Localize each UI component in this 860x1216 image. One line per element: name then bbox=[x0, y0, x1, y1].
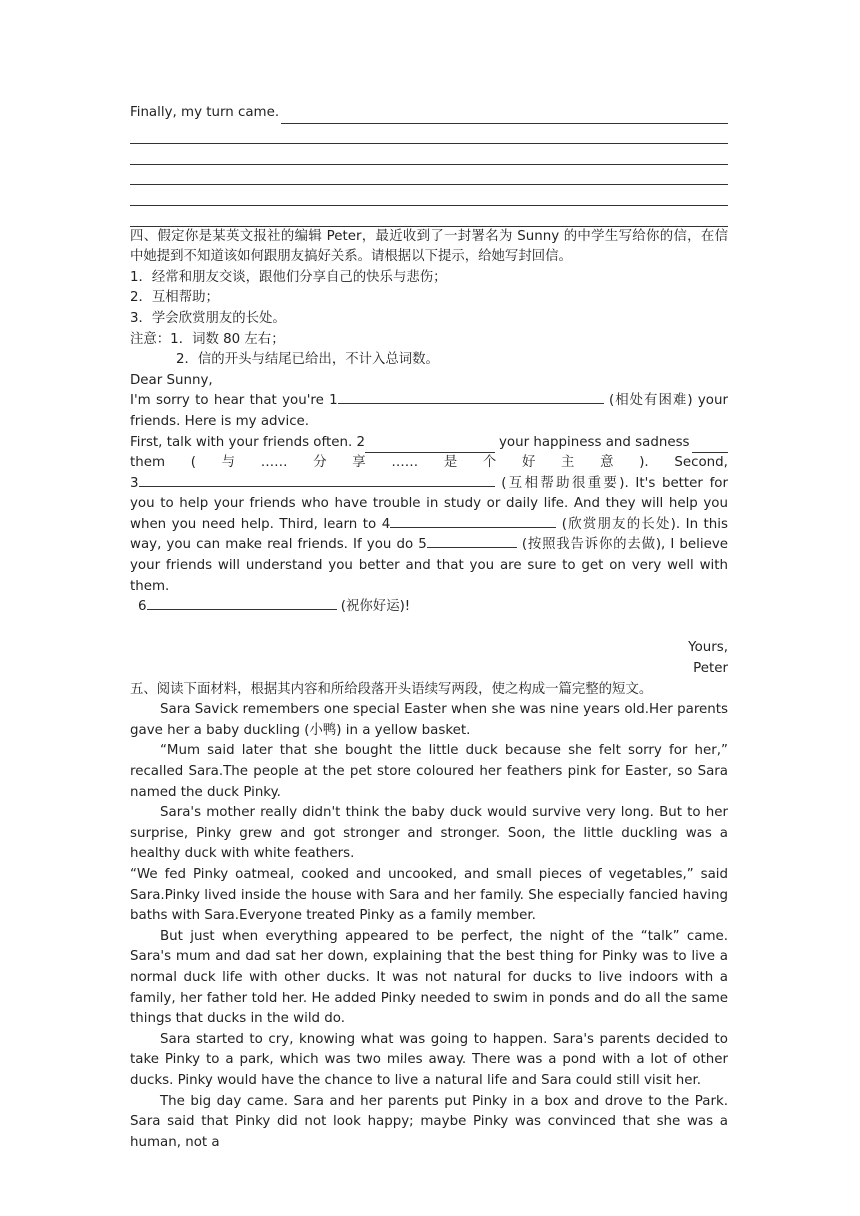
finally-line bbox=[130, 103, 728, 124]
spread-word: them bbox=[130, 455, 166, 471]
story-paragraph: Sara Savick remembers one special Easter when she was nine years old.Her parents gave her a baby duckling (小鸭) in a yellow basket. bbox=[130, 702, 728, 738]
answer-blank-4[interactable] bbox=[390, 515, 556, 528]
section5-heading: 五、阅读下面材料，根据其内容和所给段落开头语续写两段，使之构成一篇完整的短文。 bbox=[130, 681, 653, 697]
letter-text: (祝你好运)! bbox=[340, 599, 411, 615]
story-paragraph: “Mum said later that she bought the little duck because she felt sorry for her,” recalled Sara.The people at the pet store coloured her feathers pink for Easter, so Sara named the duck Pinky. bbox=[130, 743, 728, 800]
document-content bbox=[130, 103, 728, 1153]
answer-blank-2[interactable] bbox=[365, 440, 495, 453]
writing-line[interactable] bbox=[130, 144, 728, 165]
letter-text: First, talk with your friends often. 2 bbox=[130, 434, 365, 450]
answer-blank-5[interactable] bbox=[427, 535, 517, 548]
answer-blank-1[interactable] bbox=[338, 391, 604, 404]
letter-greeting: Dear Sunny, bbox=[130, 372, 213, 388]
letter-line bbox=[130, 433, 728, 454]
answer-blank[interactable] bbox=[281, 109, 728, 124]
answer-blank-3[interactable] bbox=[139, 474, 495, 487]
section4-heading: 四、假定你是某英文报社的编辑 Peter，最近收到了一封署名为 Sunny 的中学生写给你的信，在信中她提到不知道该如何跟朋友搞好关系。请根据以下提示，给她写封回信。 bbox=[130, 228, 728, 265]
story-paragraph: The big day came. Sara and her parents put Pinky in a box and drove to the Park. Sara said that Pinky did not look happy; maybe Pinky was convinced that she was a human, not a bbox=[130, 1093, 728, 1150]
letter-wish bbox=[130, 597, 728, 618]
spread-word: 是 bbox=[443, 455, 458, 471]
hint-item: 2．互相帮助； bbox=[130, 290, 219, 306]
spread-word: 意 bbox=[600, 455, 614, 471]
letter-paragraph bbox=[130, 391, 728, 432]
story-paragraph: But just when everything appeared to be perfect, the night of the “talk” came. Sara's mum and dad sat her down, explaining that the best thing for Pinky was to live a normal duck life with other ducks. It was not natural for ducks to live indoors with a family, her father told her. He added Pinky needed to swim in ponds and do all the same things that ducks in the wild do. bbox=[130, 928, 728, 1027]
letter-text: (互相帮助很重要). It's better for you to help your friends who have trouble in study or daily life. And they will help you when you need help. Third, learn to 4 bbox=[130, 475, 728, 532]
letter-text: I'm sorry to hear that you're 1 bbox=[130, 393, 338, 409]
spread-word: 好 bbox=[521, 455, 536, 471]
note-item: 2．信的开头与结尾已给出，不计入总词数。 bbox=[176, 352, 439, 368]
letter-paragraph bbox=[130, 474, 728, 598]
letter-text: 6 bbox=[138, 599, 147, 615]
finally-text: Finally, my turn came. bbox=[130, 105, 280, 120]
letter-text: (按照我告诉你的去做), I believe your friends will understand you better and that you are sure to get on very well with them. bbox=[130, 537, 729, 594]
letter-closing: Yours, bbox=[688, 640, 728, 656]
spread-word: 与 bbox=[221, 455, 236, 471]
answer-blank-2b[interactable] bbox=[692, 438, 728, 453]
story-paragraph: “We fed Pinky oatmeal, cooked and uncooked, and small pieces of vegetables,” said Sara.Pinky lived inside the house with Sara and her family. She especially fancied having baths with Sara.Everyone treated Pinky as a family member. bbox=[130, 866, 728, 924]
writing-line[interactable] bbox=[130, 124, 728, 145]
story-paragraph: Sara started to cry, knowing what was going to happen. Sara's parents decided to take Pinky to a park, which was two miles away. There was a pond with a lot of other ducks. Pinky would have the chance to live a natural life and Sara could still visit her. bbox=[130, 1031, 728, 1088]
letter-text: (欣赏朋友的长处). In this way, you can make real friends. If you do 5 bbox=[130, 516, 728, 553]
spread-word: 个 bbox=[482, 455, 497, 471]
answer-blank-6[interactable] bbox=[147, 597, 337, 610]
hint-item: 3．学会欣赏朋友的长处。 bbox=[130, 310, 286, 326]
letter-text: your happiness and sadness bbox=[499, 434, 690, 450]
writing-line[interactable] bbox=[130, 185, 728, 206]
letter-signature: Peter bbox=[693, 661, 728, 677]
story-paragraph: Sara's mother really didn't think the baby duck would survive very long. But to her surprise, Pinky grew and got stronger and stronger. Soon, the little duckling was a healthy duck with white feathers. bbox=[130, 805, 728, 862]
spread-word: 主 bbox=[561, 455, 575, 471]
note-item: 注意：1．词数 80 左右； bbox=[130, 331, 285, 347]
hint-item: 1．经常和朋友交谈，跟他们分享自己的快乐与悲伤； bbox=[130, 269, 447, 285]
spacer bbox=[130, 618, 728, 639]
spread-word: 享 bbox=[352, 455, 366, 471]
spread-word: 分 bbox=[313, 455, 327, 471]
spread-word: …… bbox=[391, 455, 419, 471]
letter-text: (相处有困难) your friends. Here is my advice. bbox=[130, 393, 728, 429]
spread-word: Second, bbox=[674, 455, 728, 471]
spread-line bbox=[130, 453, 728, 474]
spread-word: ). bbox=[639, 455, 649, 471]
writing-line[interactable] bbox=[130, 206, 728, 227]
writing-line[interactable] bbox=[130, 165, 728, 186]
spread-word: …… bbox=[260, 455, 288, 471]
letter-text: 3 bbox=[130, 475, 139, 491]
spread-word: ( bbox=[190, 455, 196, 471]
